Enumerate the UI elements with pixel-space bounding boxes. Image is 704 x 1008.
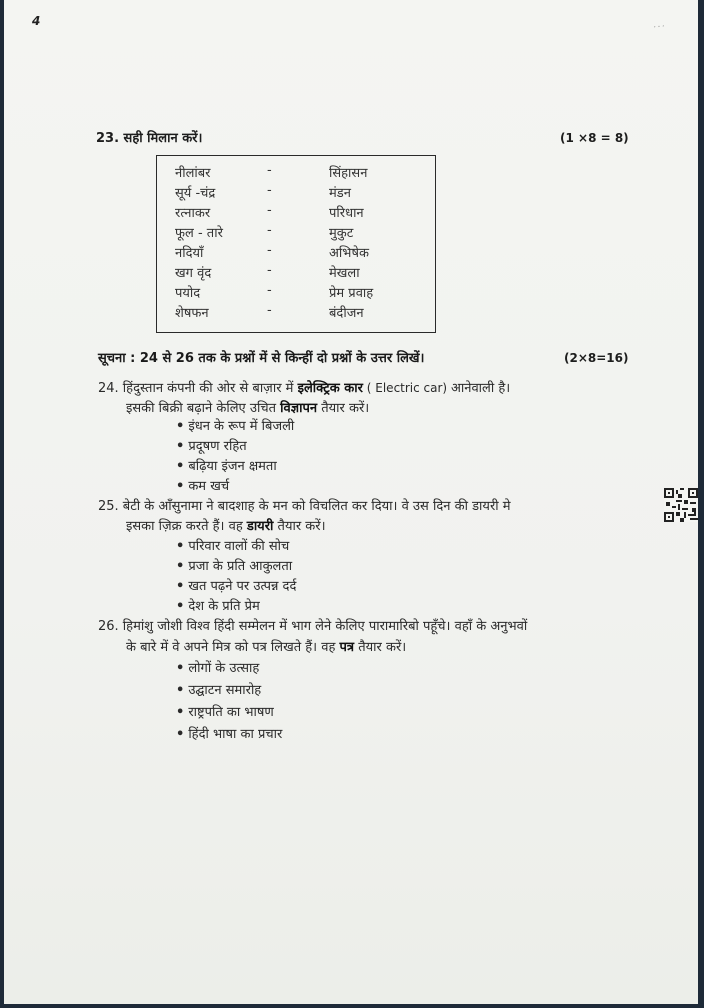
match-dash: - [267,283,272,298]
match-left: पयोद [175,286,201,301]
q25-line-1: 25. बेटी के आँसुनामा ने बादशाह के मन को विचलित कर दिया। वे उस दिन की डायरी मे [98,499,511,514]
match-row [157,283,435,303]
q26-bullet: • लोगों के उत्साह [176,661,260,676]
q24-bullet: • प्रदूषण रहित [176,439,247,454]
page-number: 4 [32,14,41,28]
q24-line-1: 24. हिंदुस्तान कंपनी की ओर से बाज़ार में इलेक्ट्रिक कार ( Electric car) आनेवाली है। [98,381,511,396]
match-right: मेखला [329,266,360,281]
corner-smudge: ⋰ [651,20,666,34]
q24-bullet: • कम खर्च [176,479,230,494]
match-right: प्रेम प्रवाह [329,286,374,301]
q25-bullet: • खत पढ़ने पर उत्पन्न दर्द [176,579,297,594]
q25-bullet: • देश के प्रति प्रेम [176,599,260,614]
match-row [157,243,435,263]
match-table [156,155,436,333]
match-right: मंडन [329,186,351,201]
q25-bullet: • परिवार वालों की सोच [176,539,290,554]
match-row [157,303,435,323]
q26-bullet: • हिंदी भाषा का प्रचार [176,727,283,742]
match-left: शेषफन [175,306,209,321]
q25-line-2: इसका ज़िक्र करते हैं। वह डायरी तैयार करें। [126,519,326,534]
q26-bullet: • उद्घाटन समारोह [176,683,262,698]
match-row [157,223,435,243]
match-left: सूर्य -चंद्र [175,186,216,201]
note-marks: (2×8=16) [564,351,629,365]
match-dash: - [267,263,272,278]
q24-line-2: इसकी बिक्री बढ़ाने केलिए उचित विज्ञापन तैयार करें। [126,401,370,416]
q26-line-2: के बारे में वे अपने मित्र को पत्र लिखते हैं। वह पत्र तैयार करें। [126,640,407,655]
q23-marks: (1 ×8 = 8) [560,131,629,145]
match-dash: - [267,163,272,178]
match-row [157,203,435,223]
match-dash: - [267,243,272,258]
qr-code-icon [664,488,698,522]
match-right: मुकुट [329,226,354,241]
match-right: सिंहासन [329,166,368,181]
match-row [157,163,435,183]
match-right: परिधान [329,206,364,221]
match-left: नीलांबर [175,166,211,181]
match-right: अभिषेक [329,246,369,261]
q24-bullet: • इंधन के रूप में बिजली [176,419,295,434]
exam-page [4,0,698,1004]
match-dash: - [267,203,272,218]
q26-line-1: 26. हिमांशु जोशी विश्व हिंदी सम्मेलन में भाग लेने केलिए पारामारिबो पहूँचे। वहाँ के अनुभवों [98,619,528,634]
match-row [157,183,435,203]
match-dash: - [267,183,272,198]
match-left: खग वृंद [175,266,212,281]
match-left: रत्नाकर [175,206,211,221]
match-left: फूल - तारे [175,226,223,241]
match-right: बंदीजन [329,306,364,321]
q23-title: 23. सही मिलान करें। [96,131,203,146]
instruction-note: सूचना : 24 से 26 तक के प्रश्नों में से किन्हीं दो प्रश्नों के उत्तर लिखें। [98,351,425,366]
match-row [157,263,435,283]
q24-bullet: • बढ़िया इंजन क्षमता [176,459,277,474]
match-dash: - [267,223,272,238]
q26-bullet: • राष्ट्रपति का भाषण [176,705,274,720]
match-left: नदियाँ [175,246,204,261]
q25-bullet: • प्रजा के प्रति आकुलता [176,559,293,574]
match-dash: - [267,303,272,318]
